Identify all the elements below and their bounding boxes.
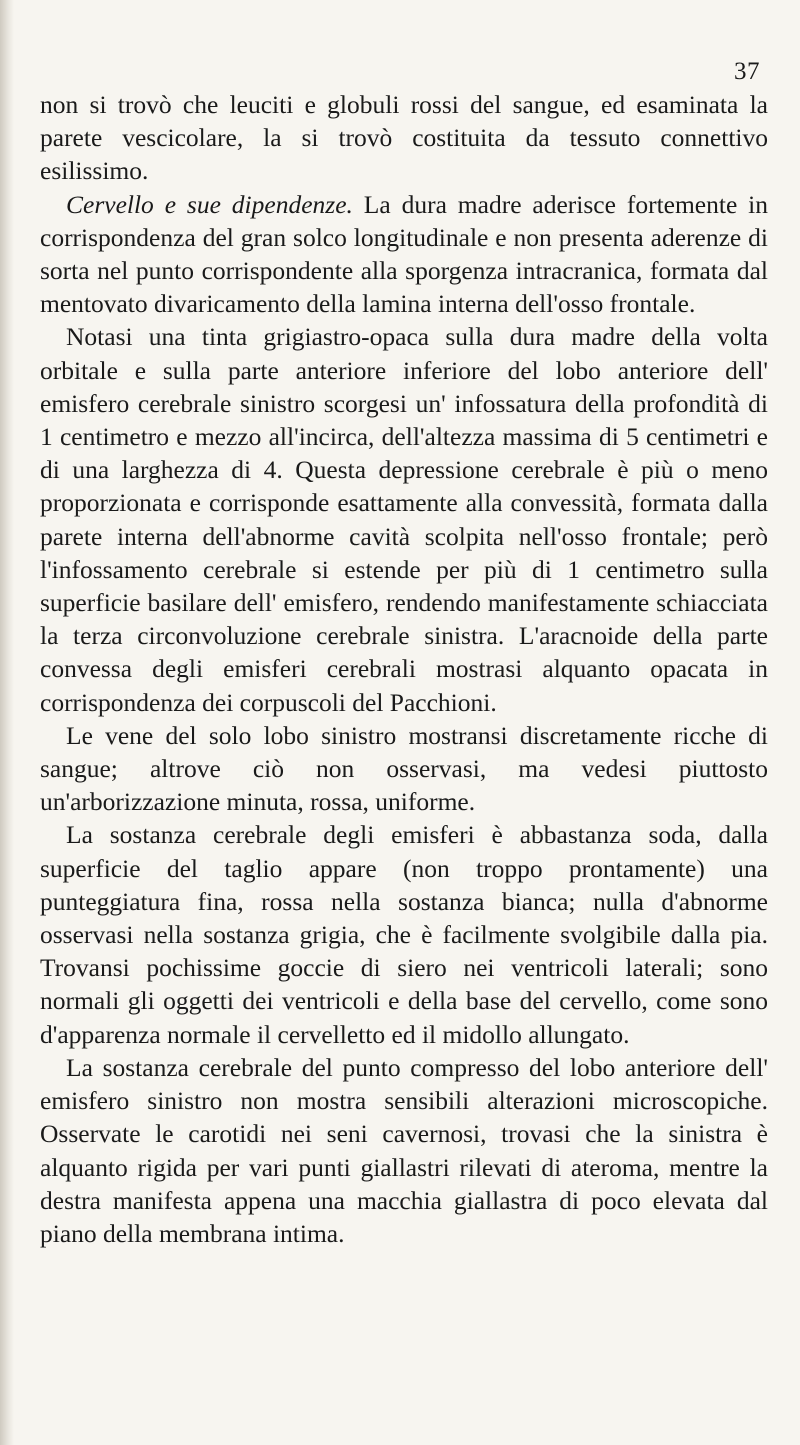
- paragraph-4: [40, 719, 768, 819]
- paragraph-2: [40, 188, 768, 321]
- paragraph-1: [40, 88, 768, 188]
- paragraph-6: [40, 1051, 768, 1250]
- paragraph-1-text: non si trovò che leuciti e globuli rossi del sangue, ed esaminata la parete vescicolare, la si trovò costituita da tessuto connettivo esilissimo.: [40, 90, 768, 186]
- paragraph-6-text: La sostanza cerebrale del punto compresso del lobo anteriore dell' emisfero sinistro non mostra sensibili alterazioni microscopiche. Osservate le carotidi nei seni cavernosi, trovasi che la sinistra è alquanto rigida per vari punti giallastri rilevati di ateroma, mentre la destra manifesta appena una macchia giallastra di poco elevata dal piano della membrana intima.: [40, 1052, 768, 1248]
- body-text: [40, 88, 768, 1250]
- paragraph-4-text: Le vene del solo lobo sinistro mostransi discretamente ricche di sangue; altrove ciò non osservasi, ma vedesi piuttosto un'arborizzazione minuta, rossa, uniforme.: [40, 720, 768, 817]
- paragraph-2-text: La dura madre aderisce fortemente in corrispondenza del gran solco longitudinale e non presenta aderenze di sorta nel punto corrispondente alla sporgenza intracranica, formata dal mentovato divaricamento della lamina interna dell'osso frontale.: [40, 189, 769, 319]
- page-number: 37: [734, 58, 760, 85]
- paragraph-3: [40, 320, 768, 718]
- page-edge-shadow: [0, 0, 14, 1445]
- paragraph-5: [40, 818, 768, 1050]
- paragraph-3-text: Notasi una tinta grigiastro-opaca sulla dura madre della volta orbitale e sulla parte anteriore inferiore del lobo anteriore dell' emisfero cerebrale sinistro scorgesi un' infossatura della profondità di 1 centimetro e mezzo all'incirca, dell'altezza massima di 5 centimetri e di una larghezza di 4. Questa depressione cerebrale è più o meno proporzionata e corrisponde esattamente alla convessità, formata dalla parete interna dell'abnorme cavità scolpita nell'osso frontale; però l'infossamento cerebrale si estende per più di 1 centimetro sulla superficie basilare dell' emisfero, rendendo manifestamente schiacciata la terza circonvoluzione cerebrale sinistra. L'aracnoide della parte convessa degli emisferi cerebrali mostrasi alquanto opacata in corrispondenza dei corpuscoli del Pacchioni.: [40, 322, 768, 717]
- paragraph-5-text: La sostanza cerebrale degli emisferi è abbastanza soda, dalla superficie del taglio appare (non troppo prontamente) una punteggiatura fina, rossa nella sostanza bianca; nulla d'abnorme osservasi nella sostanza grigia, che è facilmente svolgibile dalla pia. Trovansi pochissime goccie di siero nei ventricoli laterali; sono normali gli oggetti dei ventricoli e della base del cervello, come sono d'apparenza normale il cervelletto ed il midollo allungato.: [40, 820, 768, 1049]
- section-heading: Cervello e sue dipendenze.: [66, 189, 353, 219]
